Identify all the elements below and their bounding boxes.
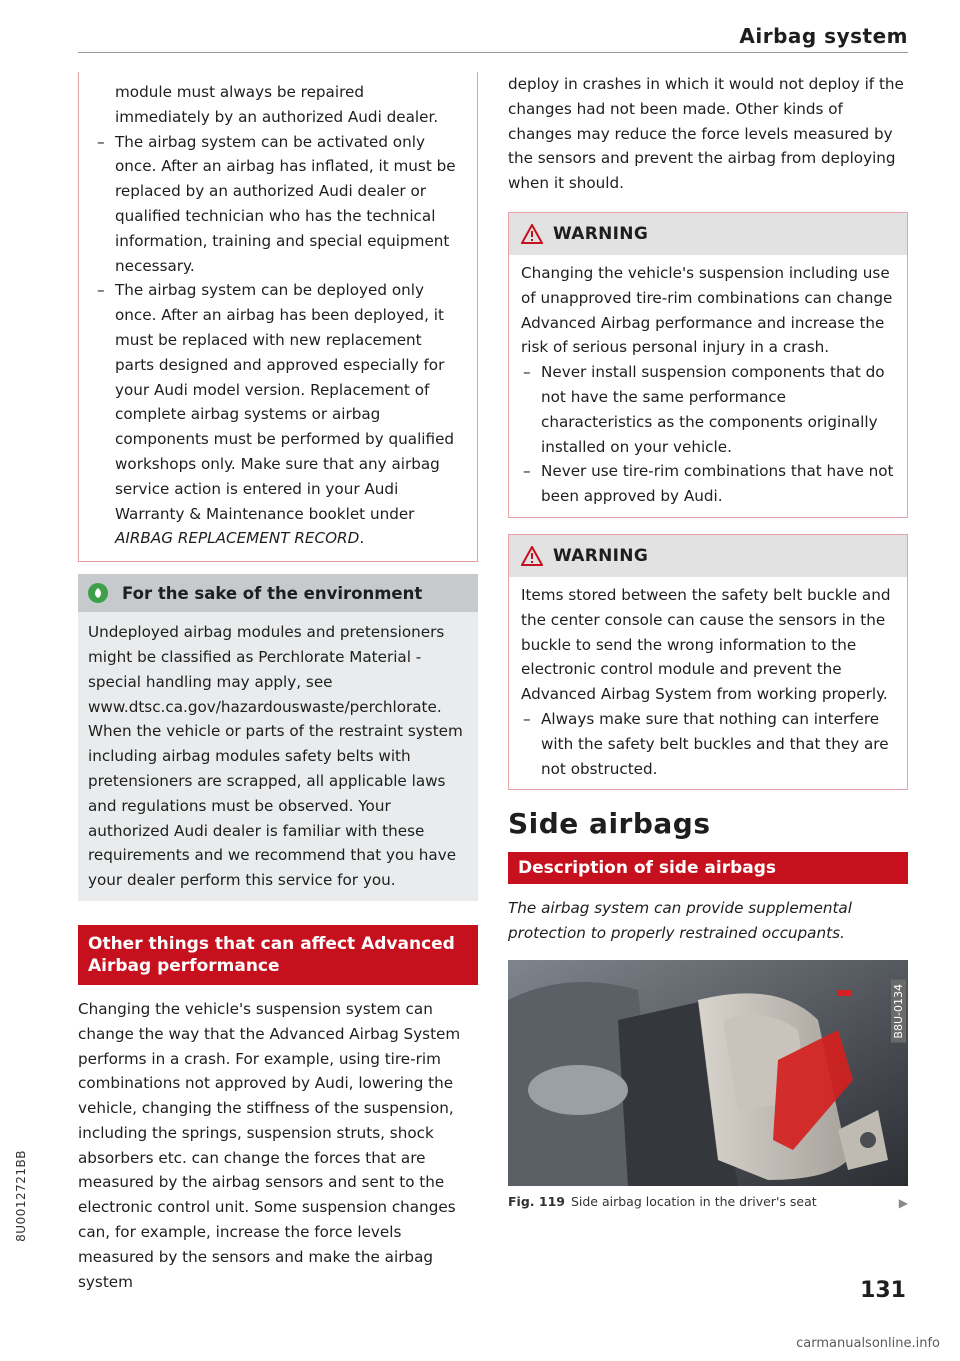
continuation-paragraph: deploy in crashes in which it would not deploy if the changes had not been made. Other kinds of changes may reduce the force levels measured by the sensors and prevent the airbag from deploying when it should. [508, 75, 904, 193]
warning-bullet-list [521, 707, 895, 781]
warning-bullet: – Never install suspension components that do not have the same performance characteristics as the components originally installed on your vehicle. [521, 360, 895, 459]
right-column [508, 72, 908, 1209]
warning-header [509, 535, 907, 577]
note-bullet-end: . [359, 529, 365, 548]
figure-code: B8U-0134 [891, 980, 906, 1043]
airbag-replacement-record: AIRBAG REPLACEMENT RECORD [115, 529, 360, 548]
figure-seat-airbag [508, 960, 908, 1186]
document-code: 8U0012721BB [14, 1150, 28, 1242]
watermark: carmanualsonline.info [796, 1336, 940, 1351]
note-bullet-deployed-once [95, 278, 463, 551]
note-bullet-list [95, 130, 463, 552]
section-heading-other-things [78, 925, 478, 985]
continue-arrow-icon: ▶ [898, 1195, 908, 1210]
warning-bullet: – Never use tire-rim combinations that have not been approved by Audi. [521, 459, 895, 509]
running-header-title: Airbag system [739, 24, 908, 48]
warning-text: Changing the vehicle's suspension including use of unapproved tire-rim combinations can change Advanced Airbag performance and increase the risk of serious personal injury in a crash. [521, 263, 893, 357]
note-continuation-line-2: immediately by an authorized Audi dealer. [115, 107, 439, 126]
environment-note-title: For the sake of the environment [122, 583, 423, 603]
warning-bullet-list [521, 360, 895, 509]
figure-caption-text: Side airbag location in the driver's seat [570, 1193, 817, 1209]
seat-illustration [508, 960, 908, 1186]
warning-title: WARNING [553, 223, 649, 244]
warning-text: Items stored between the safety belt buckle and the center console can cause the sensors in the buckle to send the wrong information to the electronic control module and prevent the Advanced Airbag System from working properly. [521, 585, 891, 704]
section-heading-line-1: Other things that can affect Advanced [88, 933, 455, 954]
left-column [78, 72, 478, 1294]
header-rule [78, 52, 908, 53]
side-airbags-intro: The airbag system can provide supplemental protection to properly restrained occupants. [508, 899, 852, 943]
environment-note-header [78, 574, 478, 612]
environment-note-body [78, 612, 478, 901]
note-continuation-line-1: module must always be repaired [115, 83, 364, 101]
note-box [78, 72, 478, 562]
warning-triangle-icon [521, 546, 543, 566]
warning-box-buckle [508, 534, 908, 790]
warning-box-suspension [508, 212, 908, 518]
warning-header [509, 213, 907, 255]
note-bullet-deployed-once-text: The airbag system can be deployed only once. After an airbag has been deployed, it must be replaced with new replacement parts designed and approved especially for your Audi model version. Replacement of complete airbag systems or airbag components must be performed by qualified workshops only. Make sure that any airbag service action is entered in your Audi Warranty & Maintenance booklet under [115, 281, 455, 523]
side-airbags-heading: Side airbags [508, 807, 711, 841]
environment-note-text: Undeployed airbag modules and pretensioners might be classified as Perchlorate Material -special handling may apply, see www.dtsc.ca.gov/hazardouswaste/perchlorate. When the vehicle or parts of the restraint system including airbag modules safety belts with pretensioners are scrapped, all applicable laws and regulations must be observed. Your authorized Audi dealer is familiar with these requirements and we recommend that you have your dealer perform this service for you. [88, 623, 463, 890]
section-body-suspension: Changing the vehicle's suspension system can change the way that the Advanced Airbag System performs in a crash. For example, using tire-rim combinations not approved by Audi, lowering the vehicle, changing the stiffness of the suspension, including the springs, suspension struts, shock absorbers etc. can change the forces that are measured by the airbag sensors and sent to the electronic control unit. Some suspension changes can, for example, increase the force levels measured by the sensors and make the airbag system [78, 999, 461, 1291]
warning-bullet: – Always make sure that nothing can interfere with the safety belt buckles and that they are not obstructed. [521, 707, 895, 781]
warning-title: WARNING [553, 545, 649, 566]
figure-caption [508, 1194, 908, 1209]
environment-leaf-icon [88, 583, 108, 603]
warning-body [509, 577, 907, 789]
section-heading-line-2: Airbag performance [88, 955, 280, 976]
note-bullet-activated-once: – The airbag system can be activated only once. After an airbag has inflated, it must be replaced by an authorized Audi dealer or qualified technician who has the technical information, training and special equipment necessary. [95, 130, 463, 279]
page-number: 131 [860, 1278, 906, 1303]
description-subheading: Description of side airbags [508, 852, 908, 884]
warning-body [509, 255, 907, 517]
warning-triangle-icon [521, 224, 543, 244]
figure-caption-label: Fig. 119 [508, 1193, 565, 1209]
